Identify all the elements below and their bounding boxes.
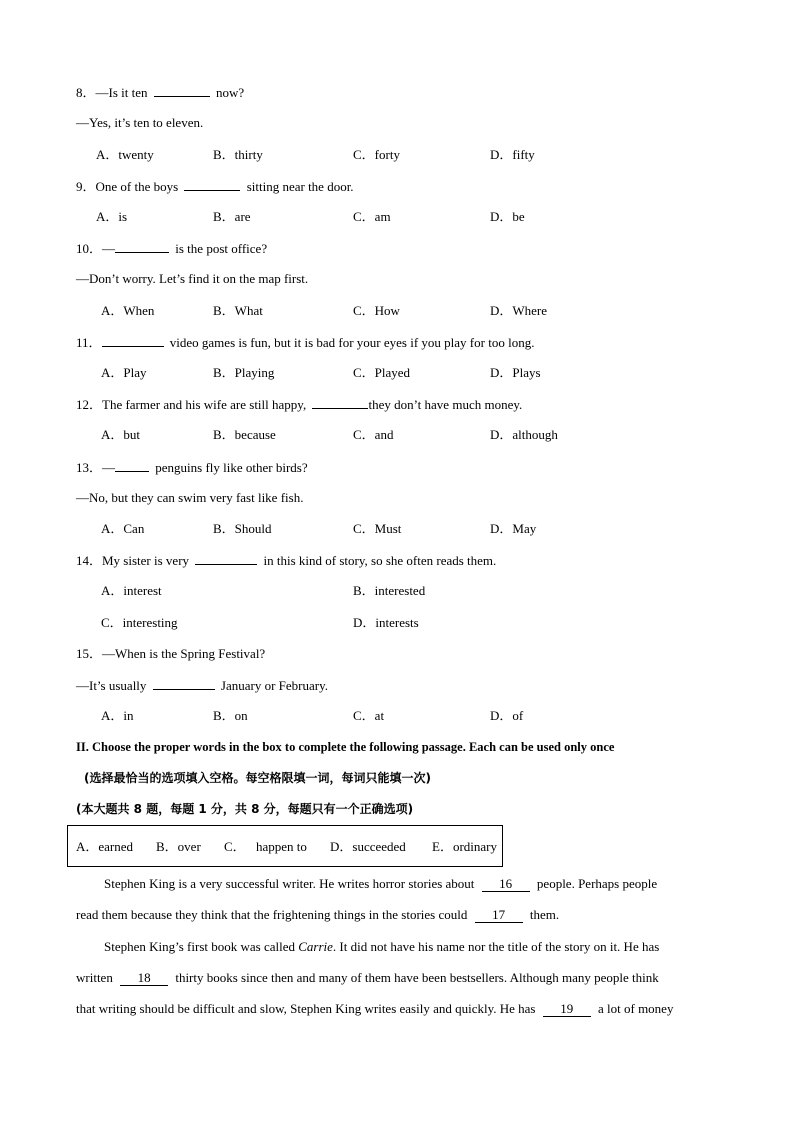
option-c[interactable]: C．am xyxy=(353,209,391,224)
word-option-b: B．over xyxy=(156,839,201,854)
option-a[interactable]: A．Can xyxy=(101,521,145,536)
question-15: 15．—When is the Spring Festival? xyxy=(76,646,266,661)
option-a[interactable]: A．interest xyxy=(101,583,162,598)
option-d[interactable]: D．interests xyxy=(353,615,419,630)
option-d[interactable]: D．Where xyxy=(490,303,548,318)
passage-text: . It did not have his name nor the title of the story on it. He has xyxy=(332,939,660,954)
option-a[interactable]: A．is xyxy=(96,209,128,224)
question-11 xyxy=(76,334,534,351)
option-a[interactable]: A．When xyxy=(101,303,155,318)
passage-text: thirty books since then and many of them have been bestsellers. Although many people think xyxy=(175,970,659,985)
question-11-stem-end: video games is fun, but it is bad for your eyes if you play for too long. xyxy=(169,335,535,350)
question-8-reply: —Yes, it’s ten to eleven. xyxy=(76,115,204,130)
option-a[interactable]: A．in xyxy=(101,708,134,723)
option-d[interactable]: D．be xyxy=(490,209,525,224)
question-9-stem-end: sitting near the door. xyxy=(246,179,354,194)
question-8 xyxy=(76,84,244,101)
section-title: II. Choose the proper words in the box to complete the following passage. Each can be used only once xyxy=(76,740,615,754)
word-option-e: E．ordinary xyxy=(432,839,497,854)
word-option-d: D．succeeded xyxy=(330,839,406,854)
book-title: Carrie xyxy=(298,939,333,954)
passage-line xyxy=(76,970,659,986)
answer-blank[interactable] xyxy=(154,84,210,97)
option-b[interactable]: B．thirty xyxy=(213,147,263,162)
answer-blank[interactable] xyxy=(195,552,257,565)
passage-text: that writing should be difficult and slow, Stephen King writes easily and quickly. He has xyxy=(76,1001,536,1016)
option-c[interactable]: C．Must xyxy=(353,521,402,536)
question-12 xyxy=(76,396,522,413)
passage-line xyxy=(104,876,657,892)
question-8-stem-end: now? xyxy=(216,85,245,100)
passage-text: Stephen King is a very successful writer. He writes horror stories about xyxy=(104,876,475,891)
question-10-reply: —Don’t worry. Let’s find it on the map first. xyxy=(76,271,309,286)
option-b[interactable]: B．are xyxy=(213,209,251,224)
option-a[interactable]: A．but xyxy=(101,427,141,442)
question-13-reply: —No, but they can swim very fast like fish. xyxy=(76,490,304,505)
question-13-stem: 13．— xyxy=(76,460,116,475)
passage-line xyxy=(76,1001,673,1017)
option-b[interactable]: B．on xyxy=(213,708,248,723)
question-10 xyxy=(76,240,267,257)
option-b[interactable]: B．Should xyxy=(213,521,272,536)
section-instruction: (选择最恰当的选项填入空格。每空格限填一词，每词只能填一次) xyxy=(84,771,431,785)
question-14-stem: 14．My sister is very xyxy=(76,553,190,568)
answer-blank[interactable] xyxy=(115,459,149,472)
passage-blank-19[interactable]: 19 xyxy=(543,1002,591,1017)
option-c[interactable]: C．How xyxy=(353,303,400,318)
option-b[interactable]: B．interested xyxy=(353,583,426,598)
option-b[interactable]: B．Playing xyxy=(213,365,275,380)
passage-line xyxy=(104,939,659,955)
question-12-stem-end: they don’t have much money. xyxy=(368,397,523,412)
question-15-reply xyxy=(76,677,328,694)
word-option-a: A．earned xyxy=(76,839,134,854)
question-8-stem: 8．—Is it ten xyxy=(76,85,148,100)
question-9-stem: 9．One of the boys xyxy=(76,179,179,194)
option-c[interactable]: C．forty xyxy=(353,147,400,162)
question-9 xyxy=(76,178,354,195)
option-d[interactable]: D．fifty xyxy=(490,147,535,162)
question-10-stem: 10．— xyxy=(76,241,116,256)
passage-text: read them because they think that the frightening things in the stories could xyxy=(76,907,468,922)
question-10-stem-end: is the post office? xyxy=(175,241,268,256)
word-option-c: happen to xyxy=(256,839,307,854)
option-c[interactable]: C．and xyxy=(353,427,394,442)
option-a[interactable]: A．Play xyxy=(101,365,147,380)
question-12-stem: 12．The farmer and his wife are still happy, xyxy=(76,397,307,412)
option-c[interactable]: C．interesting xyxy=(101,615,178,630)
passage-text: them. xyxy=(529,907,560,922)
passage-text: a lot of money xyxy=(598,1001,674,1016)
option-c[interactable]: C．at xyxy=(353,708,385,723)
question-13 xyxy=(76,459,308,476)
option-d[interactable]: D．Plays xyxy=(490,365,541,380)
passage-text: written xyxy=(76,970,113,985)
passage-blank-16[interactable]: 16 xyxy=(482,877,530,892)
question-14-stem-end: in this kind of story, so she often reads them. xyxy=(263,553,497,568)
option-b[interactable]: B．What xyxy=(213,303,263,318)
answer-blank[interactable] xyxy=(184,178,240,191)
passage-blank-18[interactable]: 18 xyxy=(120,971,168,986)
passage-text: Stephen King’s first book was called xyxy=(104,939,295,954)
question-15-reply-end: January or February. xyxy=(220,678,329,693)
question-13-stem-end: penguins fly like other birds? xyxy=(155,460,308,475)
answer-blank[interactable] xyxy=(115,240,169,253)
passage-blank-17[interactable]: 17 xyxy=(475,908,523,923)
question-11-stem: 11． xyxy=(76,335,102,350)
question-14 xyxy=(76,552,496,569)
passage-text: people. Perhaps people xyxy=(536,876,658,891)
option-a[interactable]: A．twenty xyxy=(96,147,154,162)
option-b[interactable]: B．because xyxy=(213,427,276,442)
option-d[interactable]: D．of xyxy=(490,708,524,723)
answer-blank[interactable] xyxy=(153,677,215,690)
option-c[interactable]: C．Played xyxy=(353,365,411,380)
option-d[interactable]: D．May xyxy=(490,521,537,536)
section-scoring-note: (本大题共 8 题，每题 1 分，共 8 分，每题只有一个正确选项) xyxy=(76,802,414,816)
question-15-reply-start: —It’s usually xyxy=(76,678,147,693)
passage-line xyxy=(76,907,559,923)
answer-blank[interactable] xyxy=(102,334,164,347)
word-bank-box xyxy=(67,825,503,867)
word-option-c-letter: C． xyxy=(224,839,246,854)
answer-blank[interactable] xyxy=(312,396,368,409)
option-d[interactable]: D．although xyxy=(490,427,558,442)
